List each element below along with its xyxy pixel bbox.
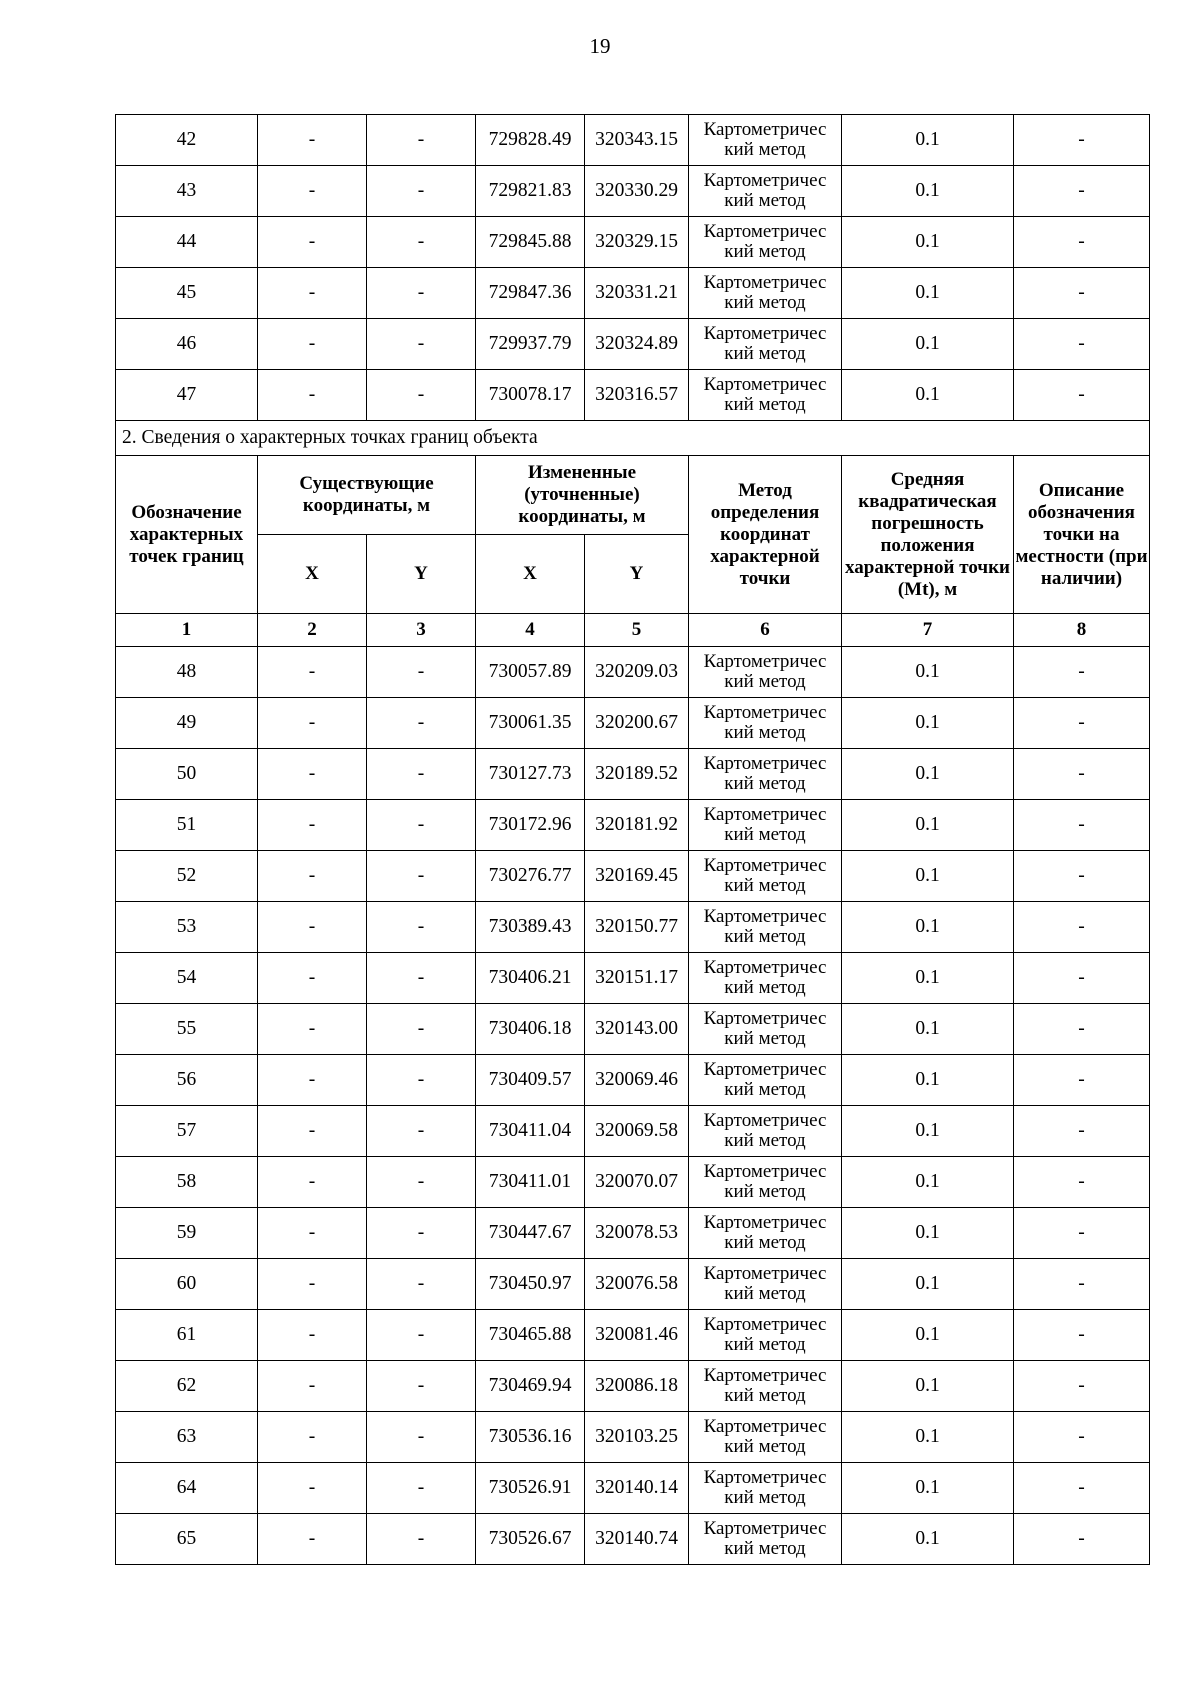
header-existing-y: Y [367, 535, 476, 614]
error-cell: 0.1 [842, 1361, 1014, 1412]
header-method: Метод определения координат характерной точки [689, 456, 842, 614]
table-row [116, 268, 1150, 319]
description-cell: - [1014, 1463, 1150, 1514]
method-line-1: Картометричес [703, 1518, 827, 1539]
method-cell [689, 319, 842, 370]
existing-y-cell: - [367, 268, 476, 319]
existing-y-cell: - [367, 217, 476, 268]
header-existing-x: X [258, 535, 367, 614]
method-line-1: Картометричес [703, 753, 827, 774]
method-cell [689, 1463, 842, 1514]
point-number-cell: 54 [116, 953, 258, 1004]
changed-x-cell: 730465.88 [476, 1310, 585, 1361]
header-description: Описание обозначения точки на местности (при наличии) [1014, 456, 1150, 614]
point-number-cell: 63 [116, 1412, 258, 1463]
changed-x-cell: 730526.67 [476, 1514, 585, 1565]
existing-x-cell: - [258, 1310, 367, 1361]
table-row [116, 1208, 1150, 1259]
method-line-1: Картометричес [703, 170, 827, 191]
method-line-2: кий метод [724, 139, 806, 160]
method-cell [689, 370, 842, 421]
error-cell: 0.1 [842, 115, 1014, 166]
method-cell [689, 1259, 842, 1310]
error-cell: 0.1 [842, 851, 1014, 902]
table-row [116, 698, 1150, 749]
method-line-1: Картометричес [703, 1263, 827, 1284]
error-cell: 0.1 [842, 698, 1014, 749]
table-row [116, 217, 1150, 268]
method-cell [689, 1412, 842, 1463]
changed-x-cell: 729937.79 [476, 319, 585, 370]
method-line-2: кий метод [724, 875, 806, 896]
existing-x-cell: - [258, 1055, 367, 1106]
description-cell: - [1014, 1412, 1150, 1463]
description-cell: - [1014, 1259, 1150, 1310]
existing-y-cell: - [367, 1055, 476, 1106]
existing-y-cell: - [367, 698, 476, 749]
existing-y-cell: - [367, 370, 476, 421]
table-row [116, 166, 1150, 217]
changed-y-cell: 320069.46 [585, 1055, 689, 1106]
table-row [116, 1157, 1150, 1208]
existing-x-cell: - [258, 1004, 367, 1055]
method-cell [689, 1157, 842, 1208]
method-line-2: кий метод [724, 241, 806, 262]
changed-x-cell: 730536.16 [476, 1412, 585, 1463]
error-cell: 0.1 [842, 1208, 1014, 1259]
table-row [116, 1055, 1150, 1106]
existing-x-cell: - [258, 1463, 367, 1514]
method-line-1: Картометричес [703, 374, 827, 395]
error-cell: 0.1 [842, 370, 1014, 421]
header-changed-x: X [476, 535, 585, 614]
method-line-2: кий метод [724, 1436, 806, 1457]
method-cell [689, 647, 842, 698]
table-row [116, 370, 1150, 421]
method-cell [689, 1208, 842, 1259]
changed-y-cell: 320076.58 [585, 1259, 689, 1310]
error-cell: 0.1 [842, 902, 1014, 953]
method-line-1: Картометричес [703, 651, 827, 672]
changed-y-cell: 320324.89 [585, 319, 689, 370]
header-existing-coords: Существующие координаты, м [258, 456, 476, 535]
point-number-cell: 60 [116, 1259, 258, 1310]
existing-y-cell: - [367, 902, 476, 953]
existing-x-cell: - [258, 1412, 367, 1463]
method-line-2: кий метод [724, 1385, 806, 1406]
error-cell: 0.1 [842, 800, 1014, 851]
changed-y-cell: 320343.15 [585, 115, 689, 166]
method-line-2: кий метод [724, 722, 806, 743]
description-cell: - [1014, 1004, 1150, 1055]
column-number: 1 [116, 614, 258, 647]
page-number: 19 [589, 34, 611, 58]
description-cell: - [1014, 115, 1150, 166]
method-line-2: кий метод [724, 1130, 806, 1151]
changed-x-cell: 730406.21 [476, 953, 585, 1004]
table-row [116, 1514, 1150, 1565]
point-number-cell: 57 [116, 1106, 258, 1157]
changed-y-cell: 320181.92 [585, 800, 689, 851]
point-number-cell: 43 [116, 166, 258, 217]
method-line-2: кий метод [724, 1028, 806, 1049]
method-cell [689, 115, 842, 166]
changed-x-cell: 730127.73 [476, 749, 585, 800]
existing-x-cell: - [258, 749, 367, 800]
method-line-1: Картометричес [703, 1212, 827, 1233]
point-number-cell: 62 [116, 1361, 258, 1412]
point-number-cell: 53 [116, 902, 258, 953]
method-line-2: кий метод [724, 977, 806, 998]
method-line-2: кий метод [724, 1283, 806, 1304]
error-cell: 0.1 [842, 1463, 1014, 1514]
existing-x-cell: - [258, 851, 367, 902]
method-line-2: кий метод [724, 394, 806, 415]
changed-y-cell: 320329.15 [585, 217, 689, 268]
column-number: 5 [585, 614, 689, 647]
table-row [116, 953, 1150, 1004]
error-cell: 0.1 [842, 1055, 1014, 1106]
method-line-1: Картометричес [703, 702, 827, 723]
changed-x-cell: 730409.57 [476, 1055, 585, 1106]
point-number-cell: 46 [116, 319, 258, 370]
method-line-1: Картометричес [703, 1467, 827, 1488]
method-line-1: Картометричес [703, 1416, 827, 1437]
method-line-2: кий метод [724, 292, 806, 313]
method-line-2: кий метод [724, 1487, 806, 1508]
method-line-2: кий метод [724, 343, 806, 364]
method-line-1: Картометричес [703, 272, 827, 293]
method-line-2: кий метод [724, 1232, 806, 1253]
existing-x-cell: - [258, 115, 367, 166]
method-line-1: Картометричес [703, 1059, 827, 1080]
point-number-cell: 55 [116, 1004, 258, 1055]
changed-x-cell: 730078.17 [476, 370, 585, 421]
method-line-1: Картометричес [703, 1161, 827, 1182]
description-cell: - [1014, 319, 1150, 370]
point-number-cell: 65 [116, 1514, 258, 1565]
existing-y-cell: - [367, 115, 476, 166]
table-row [116, 319, 1150, 370]
table-row [116, 1106, 1150, 1157]
changed-x-cell: 730469.94 [476, 1361, 585, 1412]
point-number-cell: 48 [116, 647, 258, 698]
header-changed-coords: Измененные (уточненные) координаты, м [476, 456, 689, 535]
changed-y-cell: 320150.77 [585, 902, 689, 953]
method-cell [689, 1361, 842, 1412]
existing-y-cell: - [367, 1463, 476, 1514]
error-cell: 0.1 [842, 319, 1014, 370]
method-cell [689, 268, 842, 319]
method-line-1: Картометричес [703, 957, 827, 978]
existing-y-cell: - [367, 1412, 476, 1463]
changed-y-cell: 320200.67 [585, 698, 689, 749]
existing-x-cell: - [258, 1361, 367, 1412]
description-cell: - [1014, 370, 1150, 421]
existing-x-cell: - [258, 217, 367, 268]
method-cell [689, 851, 842, 902]
point-number-cell: 61 [116, 1310, 258, 1361]
table-row [116, 800, 1150, 851]
description-cell: - [1014, 217, 1150, 268]
column-number: 6 [689, 614, 842, 647]
method-line-1: Картометричес [703, 855, 827, 876]
existing-y-cell: - [367, 1310, 476, 1361]
changed-x-cell: 730276.77 [476, 851, 585, 902]
point-number-cell: 51 [116, 800, 258, 851]
description-cell: - [1014, 1310, 1150, 1361]
point-number-cell: 64 [116, 1463, 258, 1514]
table-body-top [116, 115, 1150, 421]
existing-x-cell: - [258, 647, 367, 698]
existing-y-cell: - [367, 319, 476, 370]
method-line-1: Картометричес [703, 1314, 827, 1335]
existing-x-cell: - [258, 370, 367, 421]
existing-y-cell: - [367, 800, 476, 851]
existing-y-cell: - [367, 953, 476, 1004]
description-cell: - [1014, 1514, 1150, 1565]
table-row [116, 749, 1150, 800]
point-number-cell: 45 [116, 268, 258, 319]
method-cell [689, 749, 842, 800]
table-section-header [116, 421, 1150, 647]
column-number: 8 [1014, 614, 1150, 647]
header-changed-y: Y [585, 535, 689, 614]
description-cell: - [1014, 1106, 1150, 1157]
method-line-2: кий метод [724, 926, 806, 947]
column-number: 7 [842, 614, 1014, 647]
table-row [116, 1412, 1150, 1463]
changed-y-cell: 320143.00 [585, 1004, 689, 1055]
point-number-cell: 50 [116, 749, 258, 800]
existing-y-cell: - [367, 1157, 476, 1208]
changed-y-cell: 320330.29 [585, 166, 689, 217]
changed-y-cell: 320140.74 [585, 1514, 689, 1565]
existing-y-cell: - [367, 647, 476, 698]
description-cell: - [1014, 1157, 1150, 1208]
method-cell [689, 166, 842, 217]
changed-x-cell: 730389.43 [476, 902, 585, 953]
description-cell: - [1014, 851, 1150, 902]
method-line-1: Картометричес [703, 1008, 827, 1029]
method-cell [689, 1004, 842, 1055]
existing-x-cell: - [258, 953, 367, 1004]
method-line-2: кий метод [724, 773, 806, 794]
method-line-2: кий метод [724, 824, 806, 845]
changed-x-cell: 729845.88 [476, 217, 585, 268]
changed-x-cell: 730526.91 [476, 1463, 585, 1514]
table-row [116, 647, 1150, 698]
method-line-1: Картометричес [703, 323, 827, 344]
changed-x-cell: 730172.96 [476, 800, 585, 851]
method-cell [689, 1310, 842, 1361]
error-cell: 0.1 [842, 268, 1014, 319]
existing-x-cell: - [258, 1514, 367, 1565]
existing-y-cell: - [367, 1106, 476, 1157]
table-body-bottom [116, 647, 1150, 1565]
error-cell: 0.1 [842, 1157, 1014, 1208]
existing-x-cell: - [258, 319, 367, 370]
method-line-2: кий метод [724, 1538, 806, 1559]
changed-y-cell: 320081.46 [585, 1310, 689, 1361]
header-error: Средняя квадратическая погрешность положения характерной точки (Mt), м [842, 456, 1014, 614]
method-cell [689, 1055, 842, 1106]
existing-x-cell: - [258, 1157, 367, 1208]
error-cell: 0.1 [842, 1412, 1014, 1463]
method-line-1: Картометричес [703, 221, 827, 242]
error-cell: 0.1 [842, 1004, 1014, 1055]
error-cell: 0.1 [842, 749, 1014, 800]
changed-y-cell: 320169.45 [585, 851, 689, 902]
method-cell [689, 1106, 842, 1157]
error-cell: 0.1 [842, 647, 1014, 698]
existing-y-cell: - [367, 1514, 476, 1565]
table-row [116, 1004, 1150, 1055]
description-cell: - [1014, 1361, 1150, 1412]
changed-y-cell: 320140.14 [585, 1463, 689, 1514]
method-line-1: Картометричес [703, 1365, 827, 1386]
header-row [116, 456, 1150, 535]
table-row [116, 851, 1150, 902]
method-cell [689, 902, 842, 953]
table-row [116, 902, 1150, 953]
description-cell: - [1014, 1208, 1150, 1259]
existing-y-cell: - [367, 749, 476, 800]
existing-x-cell: - [258, 800, 367, 851]
description-cell: - [1014, 800, 1150, 851]
point-number-cell: 42 [116, 115, 258, 166]
error-cell: 0.1 [842, 1106, 1014, 1157]
description-cell: - [1014, 647, 1150, 698]
existing-y-cell: - [367, 1259, 476, 1310]
column-number: 4 [476, 614, 585, 647]
error-cell: 0.1 [842, 166, 1014, 217]
method-line-2: кий метод [724, 1079, 806, 1100]
column-number: 2 [258, 614, 367, 647]
description-cell: - [1014, 749, 1150, 800]
table-row [116, 115, 1150, 166]
method-cell [689, 953, 842, 1004]
changed-x-cell: 729821.83 [476, 166, 585, 217]
existing-x-cell: - [258, 1259, 367, 1310]
error-cell: 0.1 [842, 217, 1014, 268]
point-number-cell: 44 [116, 217, 258, 268]
point-number-cell: 59 [116, 1208, 258, 1259]
changed-y-cell: 320331.21 [585, 268, 689, 319]
existing-y-cell: - [367, 1361, 476, 1412]
point-number-cell: 49 [116, 698, 258, 749]
existing-y-cell: - [367, 166, 476, 217]
changed-y-cell: 320103.25 [585, 1412, 689, 1463]
existing-y-cell: - [367, 1004, 476, 1055]
changed-y-cell: 320209.03 [585, 647, 689, 698]
section-row [116, 421, 1150, 456]
method-line-1: Картометричес [703, 119, 827, 140]
changed-x-cell: 730057.89 [476, 647, 585, 698]
changed-y-cell: 320151.17 [585, 953, 689, 1004]
table-row [116, 1361, 1150, 1412]
header-point-label: Обозначение характерных точек границ [116, 456, 258, 614]
changed-x-cell: 730406.18 [476, 1004, 585, 1055]
method-line-2: кий метод [724, 1181, 806, 1202]
existing-y-cell: - [367, 851, 476, 902]
boundary-points-table [115, 114, 1150, 1565]
existing-x-cell: - [258, 698, 367, 749]
error-cell: 0.1 [842, 1310, 1014, 1361]
changed-x-cell: 730450.97 [476, 1259, 585, 1310]
changed-x-cell: 729847.36 [476, 268, 585, 319]
description-cell: - [1014, 1055, 1150, 1106]
column-number: 3 [367, 614, 476, 647]
existing-x-cell: - [258, 166, 367, 217]
changed-x-cell: 730411.01 [476, 1157, 585, 1208]
changed-y-cell: 320086.18 [585, 1361, 689, 1412]
existing-x-cell: - [258, 268, 367, 319]
error-cell: 0.1 [842, 953, 1014, 1004]
error-cell: 0.1 [842, 1259, 1014, 1310]
changed-x-cell: 730447.67 [476, 1208, 585, 1259]
error-cell: 0.1 [842, 1514, 1014, 1565]
description-cell: - [1014, 698, 1150, 749]
description-cell: - [1014, 902, 1150, 953]
description-cell: - [1014, 953, 1150, 1004]
existing-y-cell: - [367, 1208, 476, 1259]
existing-x-cell: - [258, 902, 367, 953]
changed-y-cell: 320316.57 [585, 370, 689, 421]
method-line-2: кий метод [724, 1334, 806, 1355]
method-line-2: кий метод [724, 190, 806, 211]
method-cell [689, 1514, 842, 1565]
description-cell: - [1014, 166, 1150, 217]
point-number-cell: 52 [116, 851, 258, 902]
table-row [116, 1463, 1150, 1514]
changed-y-cell: 320189.52 [585, 749, 689, 800]
method-line-1: Картометричес [703, 906, 827, 927]
method-cell [689, 800, 842, 851]
column-number-row [116, 614, 1150, 647]
changed-y-cell: 320078.53 [585, 1208, 689, 1259]
changed-x-cell: 730061.35 [476, 698, 585, 749]
point-number-cell: 47 [116, 370, 258, 421]
changed-x-cell: 730411.04 [476, 1106, 585, 1157]
method-line-1: Картометричес [703, 1110, 827, 1131]
changed-x-cell: 729828.49 [476, 115, 585, 166]
method-line-1: Картометричес [703, 804, 827, 825]
point-number-cell: 58 [116, 1157, 258, 1208]
section-title: 2. Сведения о характерных точках границ объекта [116, 421, 1150, 456]
method-cell [689, 217, 842, 268]
changed-y-cell: 320070.07 [585, 1157, 689, 1208]
table-row [116, 1310, 1150, 1361]
table-row [116, 1259, 1150, 1310]
changed-y-cell: 320069.58 [585, 1106, 689, 1157]
point-number-cell: 56 [116, 1055, 258, 1106]
description-cell: - [1014, 268, 1150, 319]
method-cell [689, 698, 842, 749]
method-line-2: кий метод [724, 671, 806, 692]
existing-x-cell: - [258, 1208, 367, 1259]
existing-x-cell: - [258, 1106, 367, 1157]
